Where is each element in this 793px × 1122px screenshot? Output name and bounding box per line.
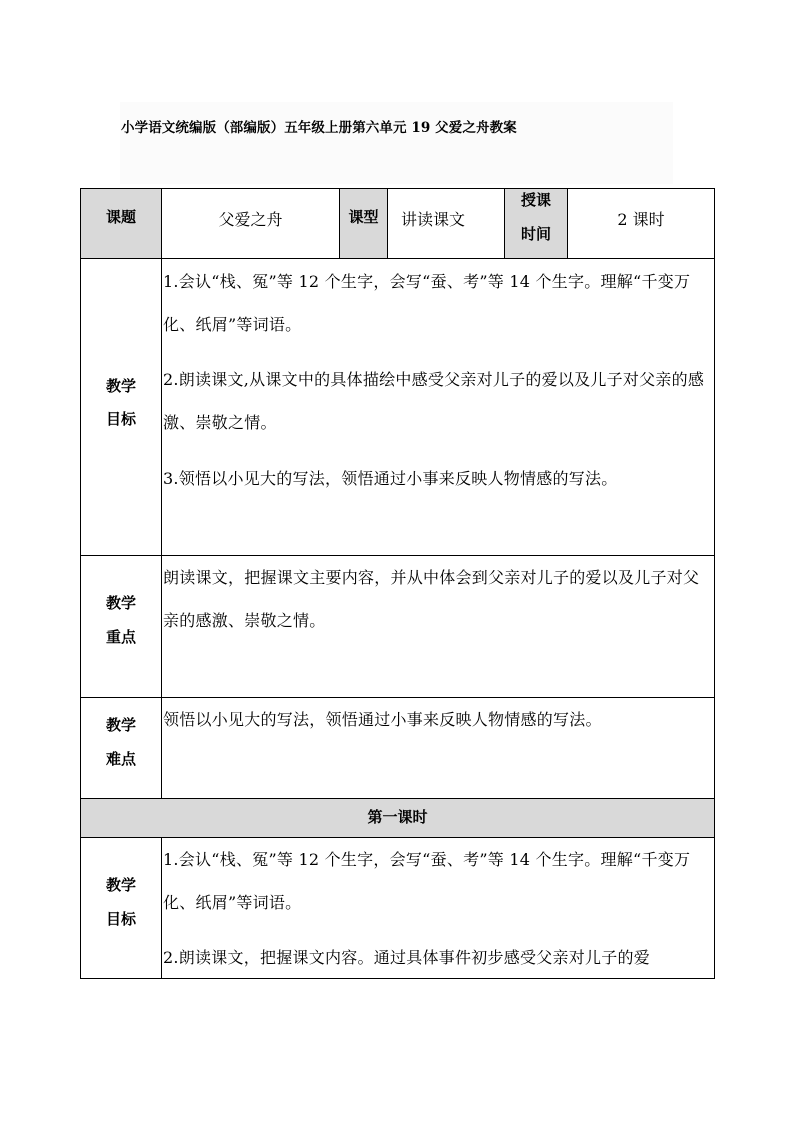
time-label-line-2: 时间 <box>520 225 551 243</box>
lesson-one-goals-label-line-1: 教学 <box>105 876 136 894</box>
label-column-divider <box>161 188 162 799</box>
difficulties-text: 领悟以小见大的写法，领悟通过小事来反映人物情感的写法。 <box>163 710 602 729</box>
lesson-one-goal-item: 2.朗读课文，把握课文内容。通过具体事件初步感受父亲对儿子的爱 <box>163 948 651 967</box>
table-top-border <box>80 188 715 190</box>
label-column-divider <box>161 837 162 979</box>
type-label: 课型 <box>348 208 379 226</box>
difficulties-label-line-2: 难点 <box>105 750 136 768</box>
lesson-one-goal-item: 1.会认“栈、冤”等 12 个生字，会写“蚕、考”等 14 个生字。理解“千变万化、纸屑”等词语。 <box>163 850 691 912</box>
table-bottom-border <box>80 978 715 979</box>
key-points-label-line-1: 教学 <box>105 594 136 612</box>
topic-value: 父爱之舟 <box>218 210 283 229</box>
row-divider <box>80 258 715 259</box>
document-title: 小学语文统编版（部编版）五年级上册第六单元 19 父爱之舟教案 <box>121 120 517 136</box>
goal-item: 1.会认“栈、冤”等 12 个生字，会写“蚕、考”等 14 个生字。理解“千变万化、纸屑”等词语。 <box>163 272 691 334</box>
header-column-divider <box>387 188 388 259</box>
lesson-one-heading: 第一课时 <box>367 808 428 826</box>
table-right-border <box>714 188 715 979</box>
goals-label-line-2: 目标 <box>105 410 136 428</box>
type-value: 讲读课文 <box>401 210 466 229</box>
lesson-one-goals-label-line-2: 目标 <box>105 910 136 928</box>
key-points-label-line-2: 重点 <box>105 628 136 646</box>
key-points-text: 朗读课文，把握课文主要内容，并从中体会到父亲对儿子的爱以及儿子对父亲的感激、崇敬之情。 <box>163 568 700 630</box>
table-left-border <box>80 188 81 979</box>
time-label-line-1: 授课 <box>520 191 551 209</box>
row-divider <box>80 798 715 799</box>
title-band <box>120 102 673 184</box>
goal-item: 3.领悟以小见大的写法，领悟通过小事来反映人物情感的写法。 <box>163 469 618 488</box>
topic-label: 课题 <box>105 208 136 226</box>
goals-label-line-1: 教学 <box>105 377 136 395</box>
difficulties-label-line-1: 教学 <box>105 716 136 734</box>
goal-item: 2.朗读课文,从课文中的具体描绘中感受父亲对儿子的爱以及儿子对父亲的感激、崇敬之情。 <box>163 370 705 432</box>
time-value: 2 课时 <box>617 210 665 229</box>
